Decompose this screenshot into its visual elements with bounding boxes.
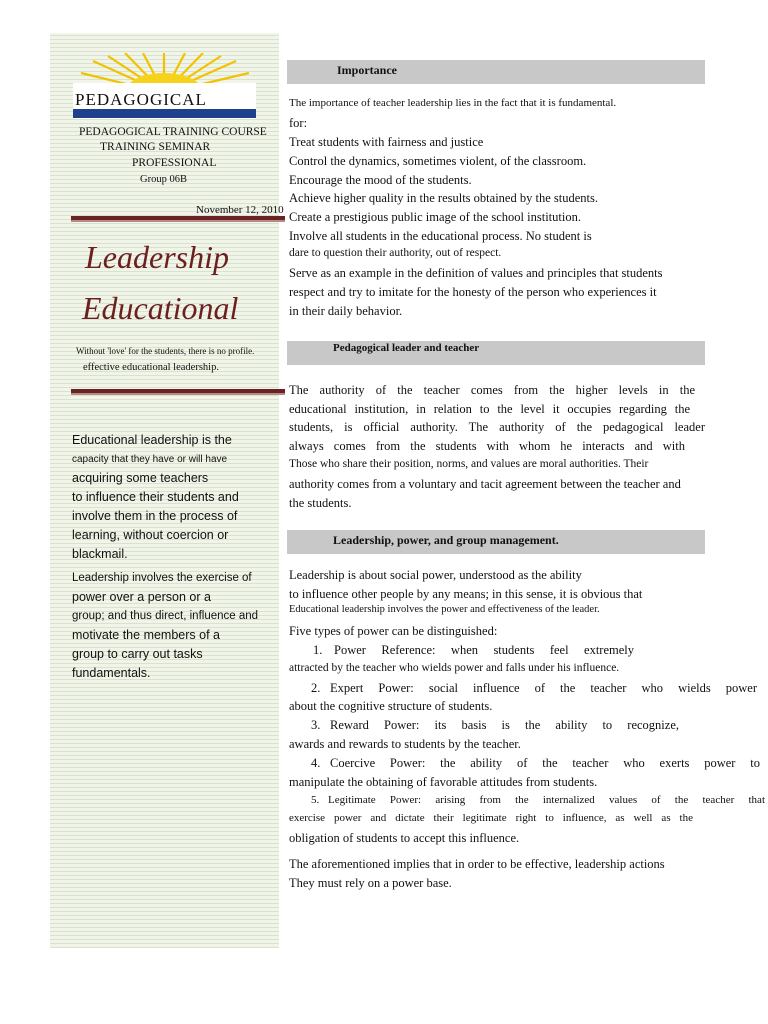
para2-line: group; and thus direct, influence and	[72, 610, 259, 622]
power-intro-line: to influence other people by any means; in this sense, it is obvious that	[289, 587, 643, 601]
title-line2: Educational	[82, 290, 239, 326]
sidebar-paragraph-1	[72, 431, 272, 564]
importance-line: Control the dynamics, sometimes violent, of the classroom.	[289, 154, 587, 168]
para2-line: power over a person or a	[72, 590, 211, 604]
para2-line: motivate the members of a	[72, 628, 220, 642]
power-intro-line: Educational leadership involves the power and effectiveness of the leader.	[289, 604, 600, 615]
power-item-text: Legitimate Power: arising from the internalized values of the teacher that	[328, 794, 765, 806]
power-heading-bar	[287, 530, 705, 554]
power-item-text: Coercive Power: the ability of the teacher who exerts power to	[330, 756, 760, 770]
para1-line: acquiring some teachers	[72, 471, 209, 485]
pedagogical-line: always comes from the students with whom he interacts and with	[289, 439, 685, 453]
power-item-text: Reward Power: its basis is the ability to recognize,	[330, 718, 679, 732]
group-label: Group 06B	[140, 174, 187, 185]
para1-line: to influence their students and	[72, 490, 239, 504]
power-item-number: 2.	[311, 681, 321, 695]
power-heading: Leadership, power, and group management.	[333, 533, 559, 547]
pedagogical-logo	[73, 53, 256, 119]
para2-line: group to carry out tasks	[72, 647, 203, 661]
pedagogical-line: educational institution, in relation to the level it occupies regarding the	[289, 402, 690, 416]
power-item-text: Expert Power: social influence of the teacher who wields power	[330, 681, 757, 695]
pedagogical-line: authority comes from a voluntary and tacit agreement between the teacher and	[289, 477, 681, 491]
seminar-name: TRAINING SEMINAR	[100, 141, 211, 153]
para2-line: Leadership involves the exercise of	[72, 572, 252, 584]
power-item-number: 3.	[311, 718, 321, 732]
logo-text: PEDAGOGICAL	[75, 90, 207, 109]
divider-top	[71, 216, 285, 222]
importance-heading-bar	[287, 60, 705, 84]
para1-line: involve them in the process of	[72, 509, 238, 523]
importance-heading: Importance	[337, 63, 397, 77]
importance-line: dare to question their authority, out of respect.	[289, 247, 502, 259]
power-item-cont: manipulate the obtaining of favorable attitudes from students.	[289, 775, 598, 789]
importance-line: Achieve higher quality in the results obtained by the students.	[289, 191, 598, 205]
power-item-number: 4.	[311, 756, 321, 770]
importance-line: Treat students with fairness and justice	[289, 135, 484, 149]
quote-line1: Without 'love' for the students, there is no profile.	[76, 346, 255, 356]
conclusion-line: They must rely on a power base.	[289, 876, 452, 890]
para1-line: blackmail.	[72, 547, 128, 561]
divider-bottom	[71, 389, 285, 395]
date-label: November 12, 2010	[196, 204, 284, 216]
sidebar-paragraph-2	[72, 569, 272, 683]
quote-line2: effective educational leadership.	[83, 362, 219, 373]
para1-line: learning, without coercion or	[72, 528, 229, 542]
power-item-number: 1.	[313, 643, 323, 657]
pedagogical-line: Those who share their position, norms, and values are moral authorities. Their	[289, 458, 649, 470]
power-item-text: Power Reference: when students feel extremely	[334, 643, 634, 657]
importance-line: for:	[289, 116, 308, 130]
pedagogical-line: the students.	[289, 496, 352, 510]
power-item-cont: about the cognitive structure of students.	[289, 699, 493, 713]
para1-line: Educational leadership is the	[72, 433, 232, 447]
power-intro-line: Leadership is about social power, understood as the ability	[289, 568, 582, 582]
power-intro-line: Five types of power can be distinguished:	[289, 624, 498, 638]
pedagogical-heading-bar	[287, 341, 705, 365]
importance-line: Involve all students in the educational process. No student is	[289, 229, 592, 243]
importance-line: Encourage the mood of the students.	[289, 173, 472, 187]
power-item-cont: attracted by the teacher who wields power and falls under his influence.	[289, 662, 620, 674]
pedagogical-line: students, is official authority. The authority of the pedagogical leader	[289, 420, 705, 434]
course-name: PEDAGOGICAL TRAINING COURSE	[79, 126, 267, 138]
para2-line: fundamentals.	[72, 666, 151, 680]
power-item-cont: awards and rewards to students by the teacher.	[289, 737, 521, 751]
power-item-extra: obligation of students to accept this influence.	[289, 831, 520, 845]
importance-line: Create a prestigious public image of the school institution.	[289, 210, 581, 224]
importance-line: in their daily behavior.	[289, 304, 403, 318]
pedagogical-heading: Pedagogical leader and teacher	[333, 342, 480, 354]
importance-line: Serve as an example in the definition of values and principles that students	[289, 266, 663, 280]
importance-line: respect and try to imitate for the honesty of the person who experiences it	[289, 285, 657, 299]
importance-line: The importance of teacher leadership lies in the fact that it is fundamental.	[289, 97, 617, 109]
pedagogical-line: The authority of the teacher comes from the higher levels in the	[289, 383, 695, 397]
conclusion-line: The aforementioned implies that in order to be effective, leadership actions	[289, 857, 665, 871]
power-item-cont: exercise power and dictate their legitimate right to influence, as well as the	[289, 812, 693, 824]
power-item-number: 5.	[311, 794, 320, 806]
title-line1: Leadership	[85, 239, 229, 275]
professional-label: PROFESSIONAL	[132, 157, 217, 169]
para1-line: capacity that they have or will have	[72, 454, 228, 465]
